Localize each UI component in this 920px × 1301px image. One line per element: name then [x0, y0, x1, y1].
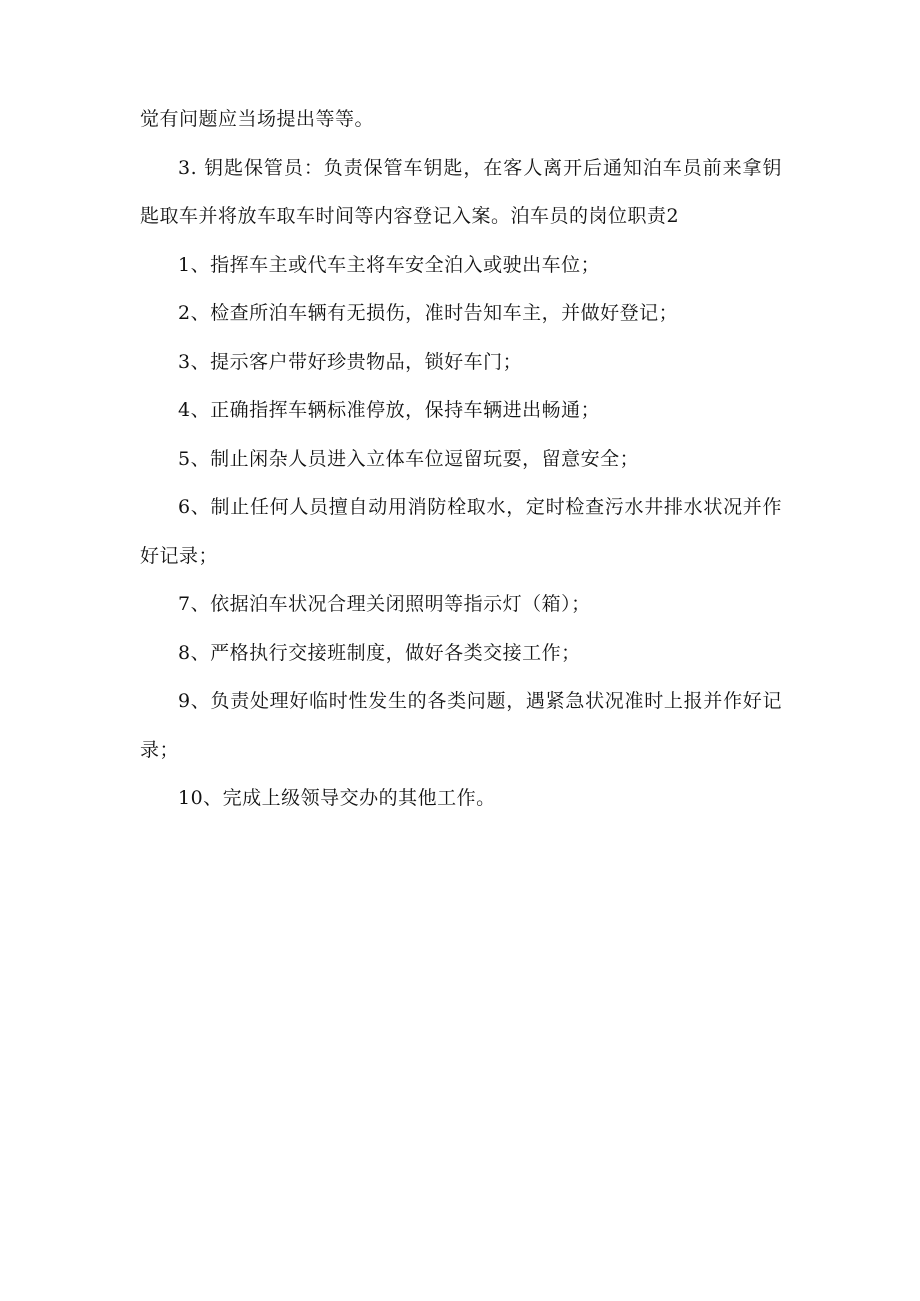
duty-item-1: 1、指挥车主或代车主将车安全泊入或驶出车位； [178, 253, 601, 276]
document-body [140, 95, 782, 823]
duty-item-2: 2、检查所泊车辆有无损伤，准时告知车主，并做好登记； [178, 302, 679, 324]
paragraph-key-keeper: 3. 钥匙保管员：负责保管车钥匙，在客人离开后通知泊车员前来拿钥匙取车并将放车取车时间等内容登记入案。泊车员的岗位职责2 [140, 156, 782, 227]
duty-item-8: 8、严格执行交接班制度，做好各类交接工作； [178, 641, 581, 664]
duty-item-3: 3、提示客户带好珍贵物品，锁好车门； [178, 350, 523, 373]
duty-item-9: 9、负责处理好临时性发生的各类问题，遇紧急状况准时上报并作好记录； [140, 690, 782, 761]
duty-item-6: 6、制止任何人员擅自动用消防栓取水，定时检查污水井排水状况并作好记录； [140, 496, 782, 567]
duty-item-5: 5、制止闲杂人员进入立体车位逗留玩耍，留意安全； [178, 447, 640, 470]
duty-item-4: 4、正确指挥车辆标准停放，保持车辆进出畅通； [178, 399, 601, 421]
duty-item-10: 10、完成上级领导交办的其他工作。 [178, 787, 496, 809]
paragraph-continuation: 觉有问题应当场提出等等。 [140, 108, 375, 130]
duty-item-7: 7、依据泊车状况合理关闭照明等指示灯（箱）； [178, 593, 591, 615]
